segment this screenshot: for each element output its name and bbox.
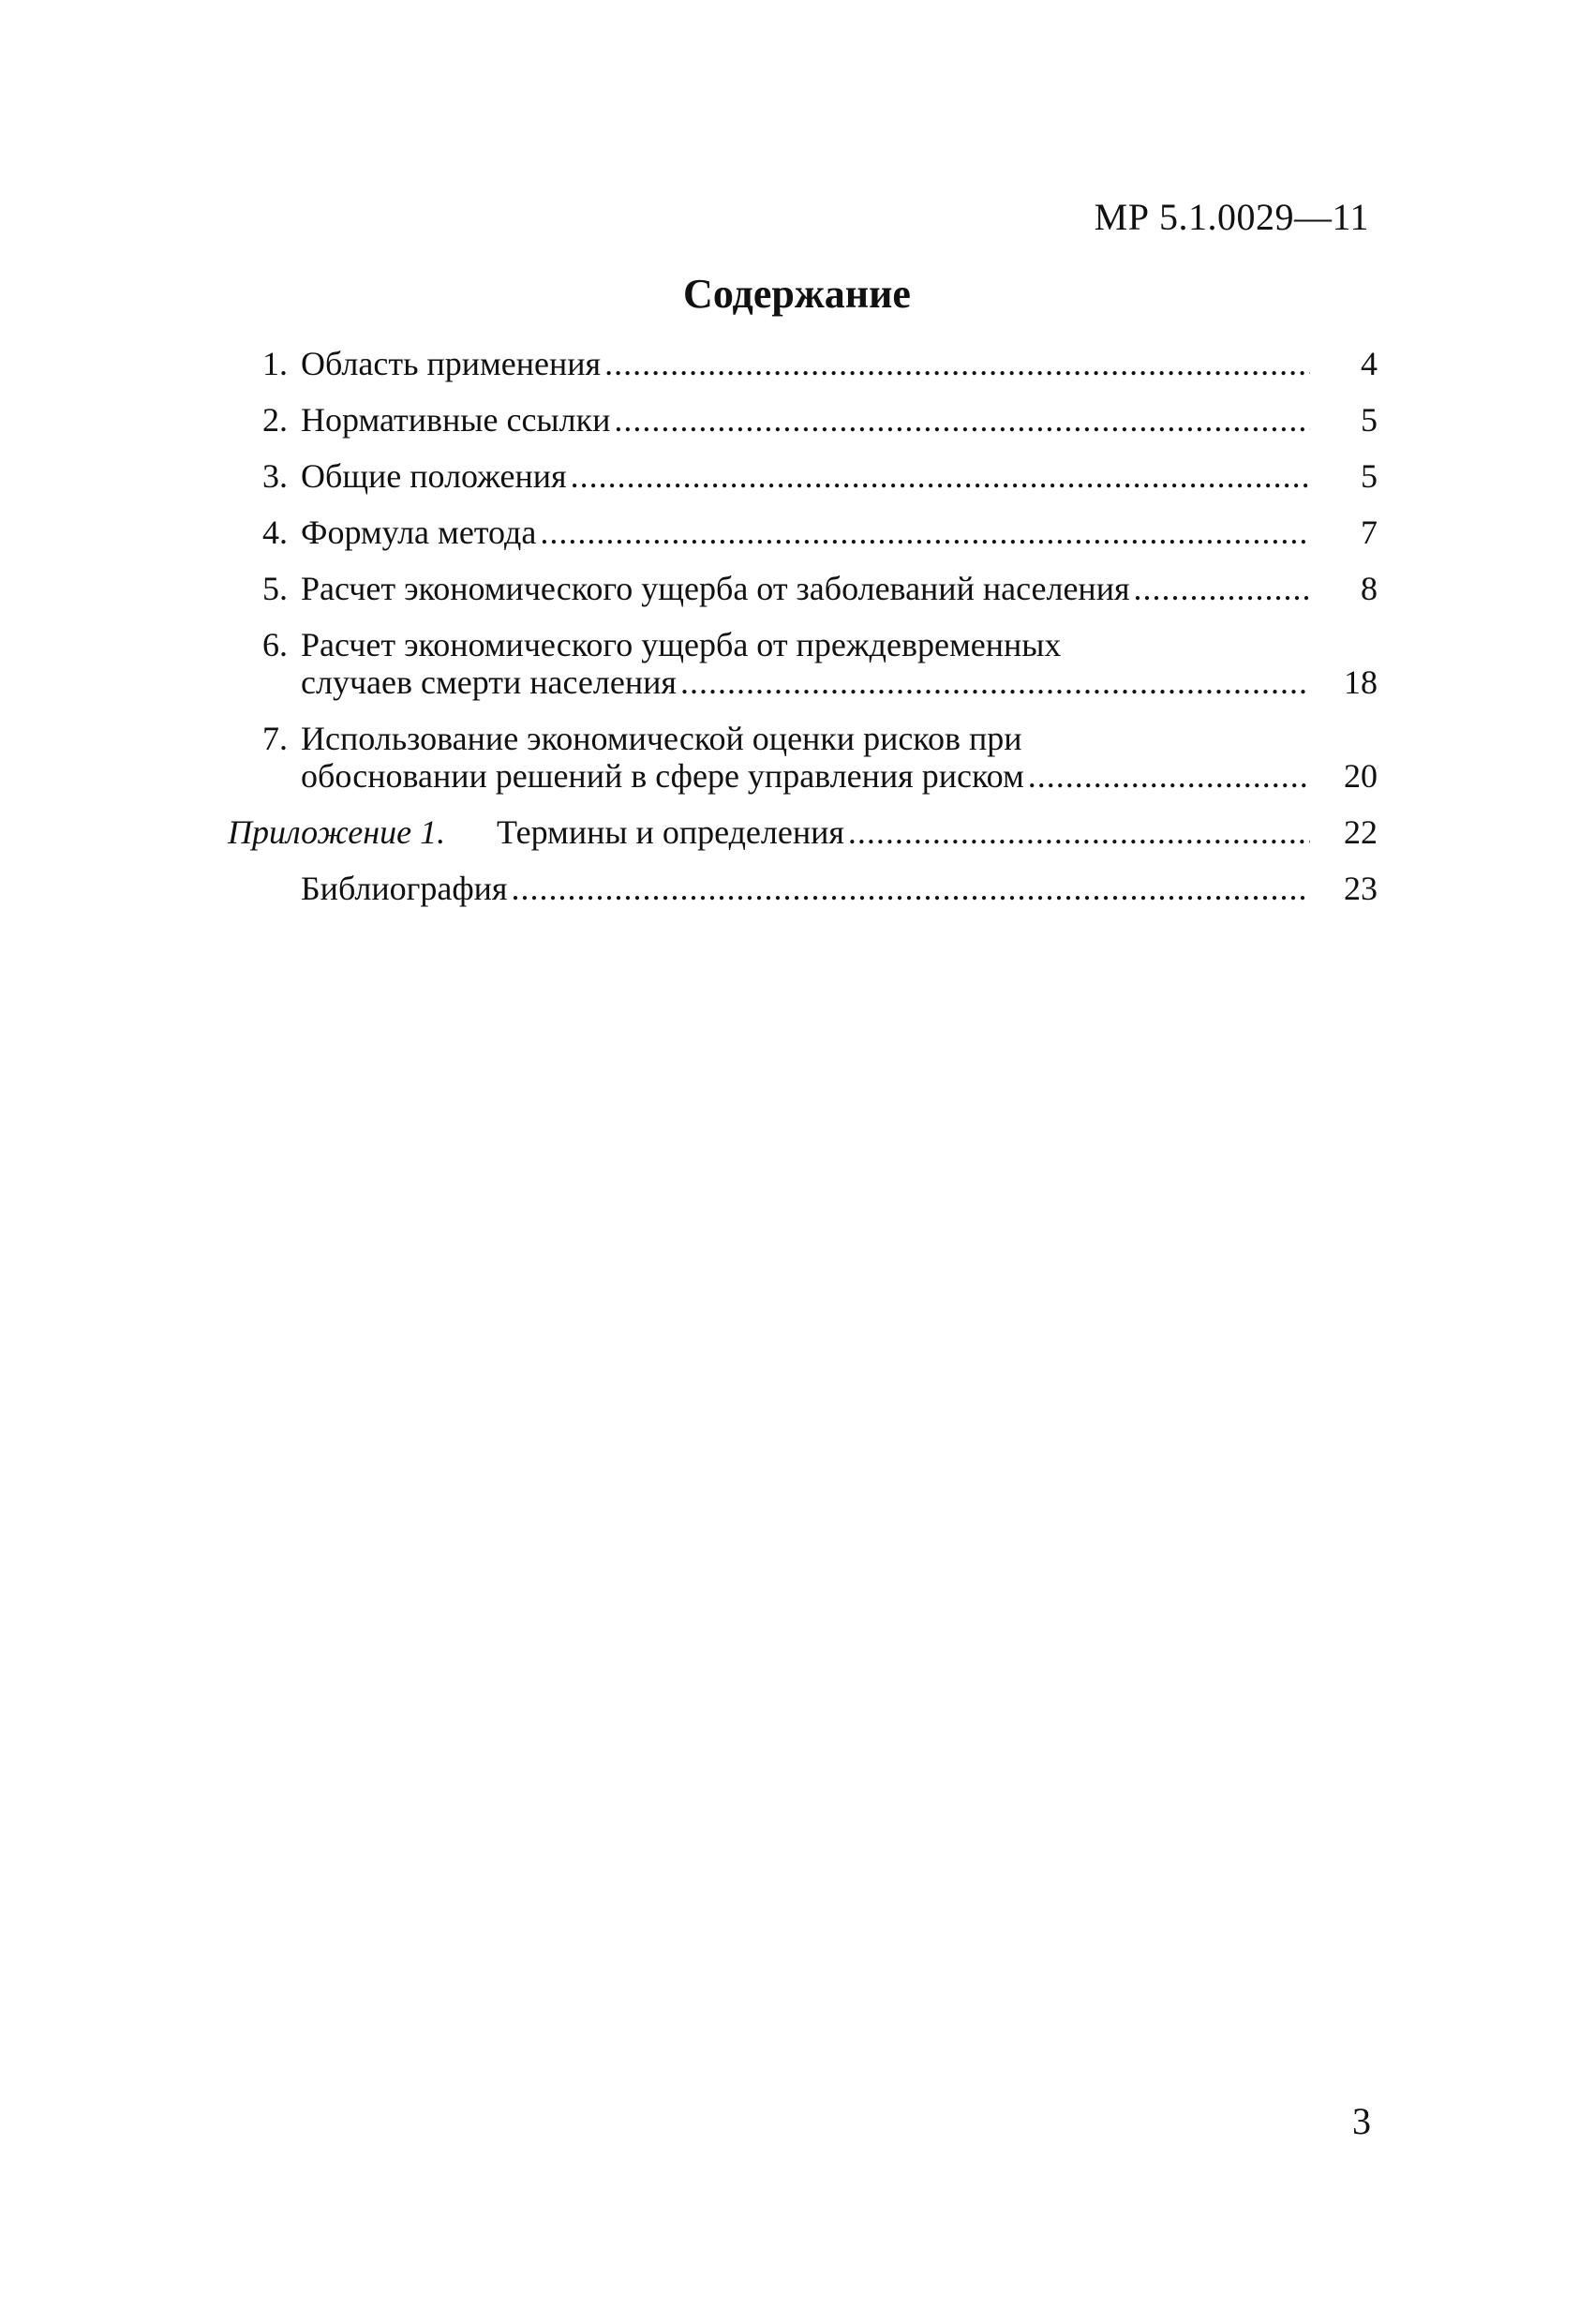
dot-leader xyxy=(571,457,1310,495)
page-number: 3 xyxy=(1352,2100,1371,2142)
toc-entry-number: 2. xyxy=(262,401,288,439)
toc-entry-page: 20 xyxy=(1344,757,1378,795)
toc-entry-page: 22 xyxy=(1344,813,1378,851)
toc-entry-label-line-2: обосновании решений в сфере управления риском xyxy=(301,757,1024,795)
toc-entry-page: 5 xyxy=(1361,457,1378,495)
toc-entry-number: 3. xyxy=(262,457,288,495)
toc-entry-page: 8 xyxy=(1361,570,1378,607)
toc-title: Содержание xyxy=(683,271,911,317)
toc-entry-label: Расчет экономического ущерба от заболеваний населения xyxy=(301,570,1130,607)
toc-entry-number: 5. xyxy=(262,570,288,607)
toc-entry-label: Термины и определения xyxy=(497,813,844,851)
toc-entry-label: Формула метода xyxy=(301,514,537,551)
dot-leader xyxy=(511,870,1310,907)
toc-entry-label-line-2: случаев смерти населения xyxy=(301,663,677,701)
toc-entry-number: 4. xyxy=(262,514,288,551)
toc-entry-page: 4 xyxy=(1361,345,1378,382)
toc-entry-number: 7. xyxy=(262,720,288,757)
dot-leader xyxy=(680,663,1310,701)
toc-entry-label-line-1: Использование экономической оценки рисков при xyxy=(301,720,1022,757)
table-of-contents xyxy=(230,345,1378,926)
toc-entry-3[interactable] xyxy=(230,457,1378,495)
toc-entry-label: Общие положения xyxy=(301,457,567,495)
dot-leader xyxy=(1134,570,1310,607)
toc-entry-2[interactable] xyxy=(230,401,1378,439)
dot-leader xyxy=(604,345,1310,382)
toc-entry-page: 5 xyxy=(1361,401,1378,439)
toc-entry-number: 6. xyxy=(262,626,288,663)
toc-entry-4[interactable] xyxy=(230,514,1378,551)
toc-entry-page: 18 xyxy=(1344,663,1378,701)
toc-entry-7[interactable] xyxy=(230,720,1378,795)
dot-leader xyxy=(614,401,1310,439)
toc-entry-page: 7 xyxy=(1361,514,1378,551)
toc-entry-label: Нормативные ссылки xyxy=(301,401,611,439)
toc-entry-label-line-1: Расчет экономического ущерба от преждевременных xyxy=(301,626,1062,663)
toc-entry-page: 23 xyxy=(1344,870,1378,907)
appendix-prefix: Приложение 1. xyxy=(228,813,446,851)
toc-entry-6[interactable] xyxy=(230,626,1378,701)
dot-leader xyxy=(848,813,1310,851)
document-code: МР 5.1.0029—11 xyxy=(1094,196,1369,238)
toc-entry-label: Область применения xyxy=(301,345,602,382)
toc-entry-5[interactable] xyxy=(230,570,1378,607)
toc-entry-number: 1. xyxy=(262,345,288,382)
toc-entry-label: Библиография xyxy=(301,870,508,907)
dot-leader xyxy=(1028,757,1310,795)
toc-entry-appendix-1[interactable] xyxy=(230,813,1378,851)
dot-leader xyxy=(540,514,1310,551)
toc-entry-1[interactable] xyxy=(230,345,1378,382)
toc-entry-bibliography[interactable] xyxy=(230,870,1378,907)
